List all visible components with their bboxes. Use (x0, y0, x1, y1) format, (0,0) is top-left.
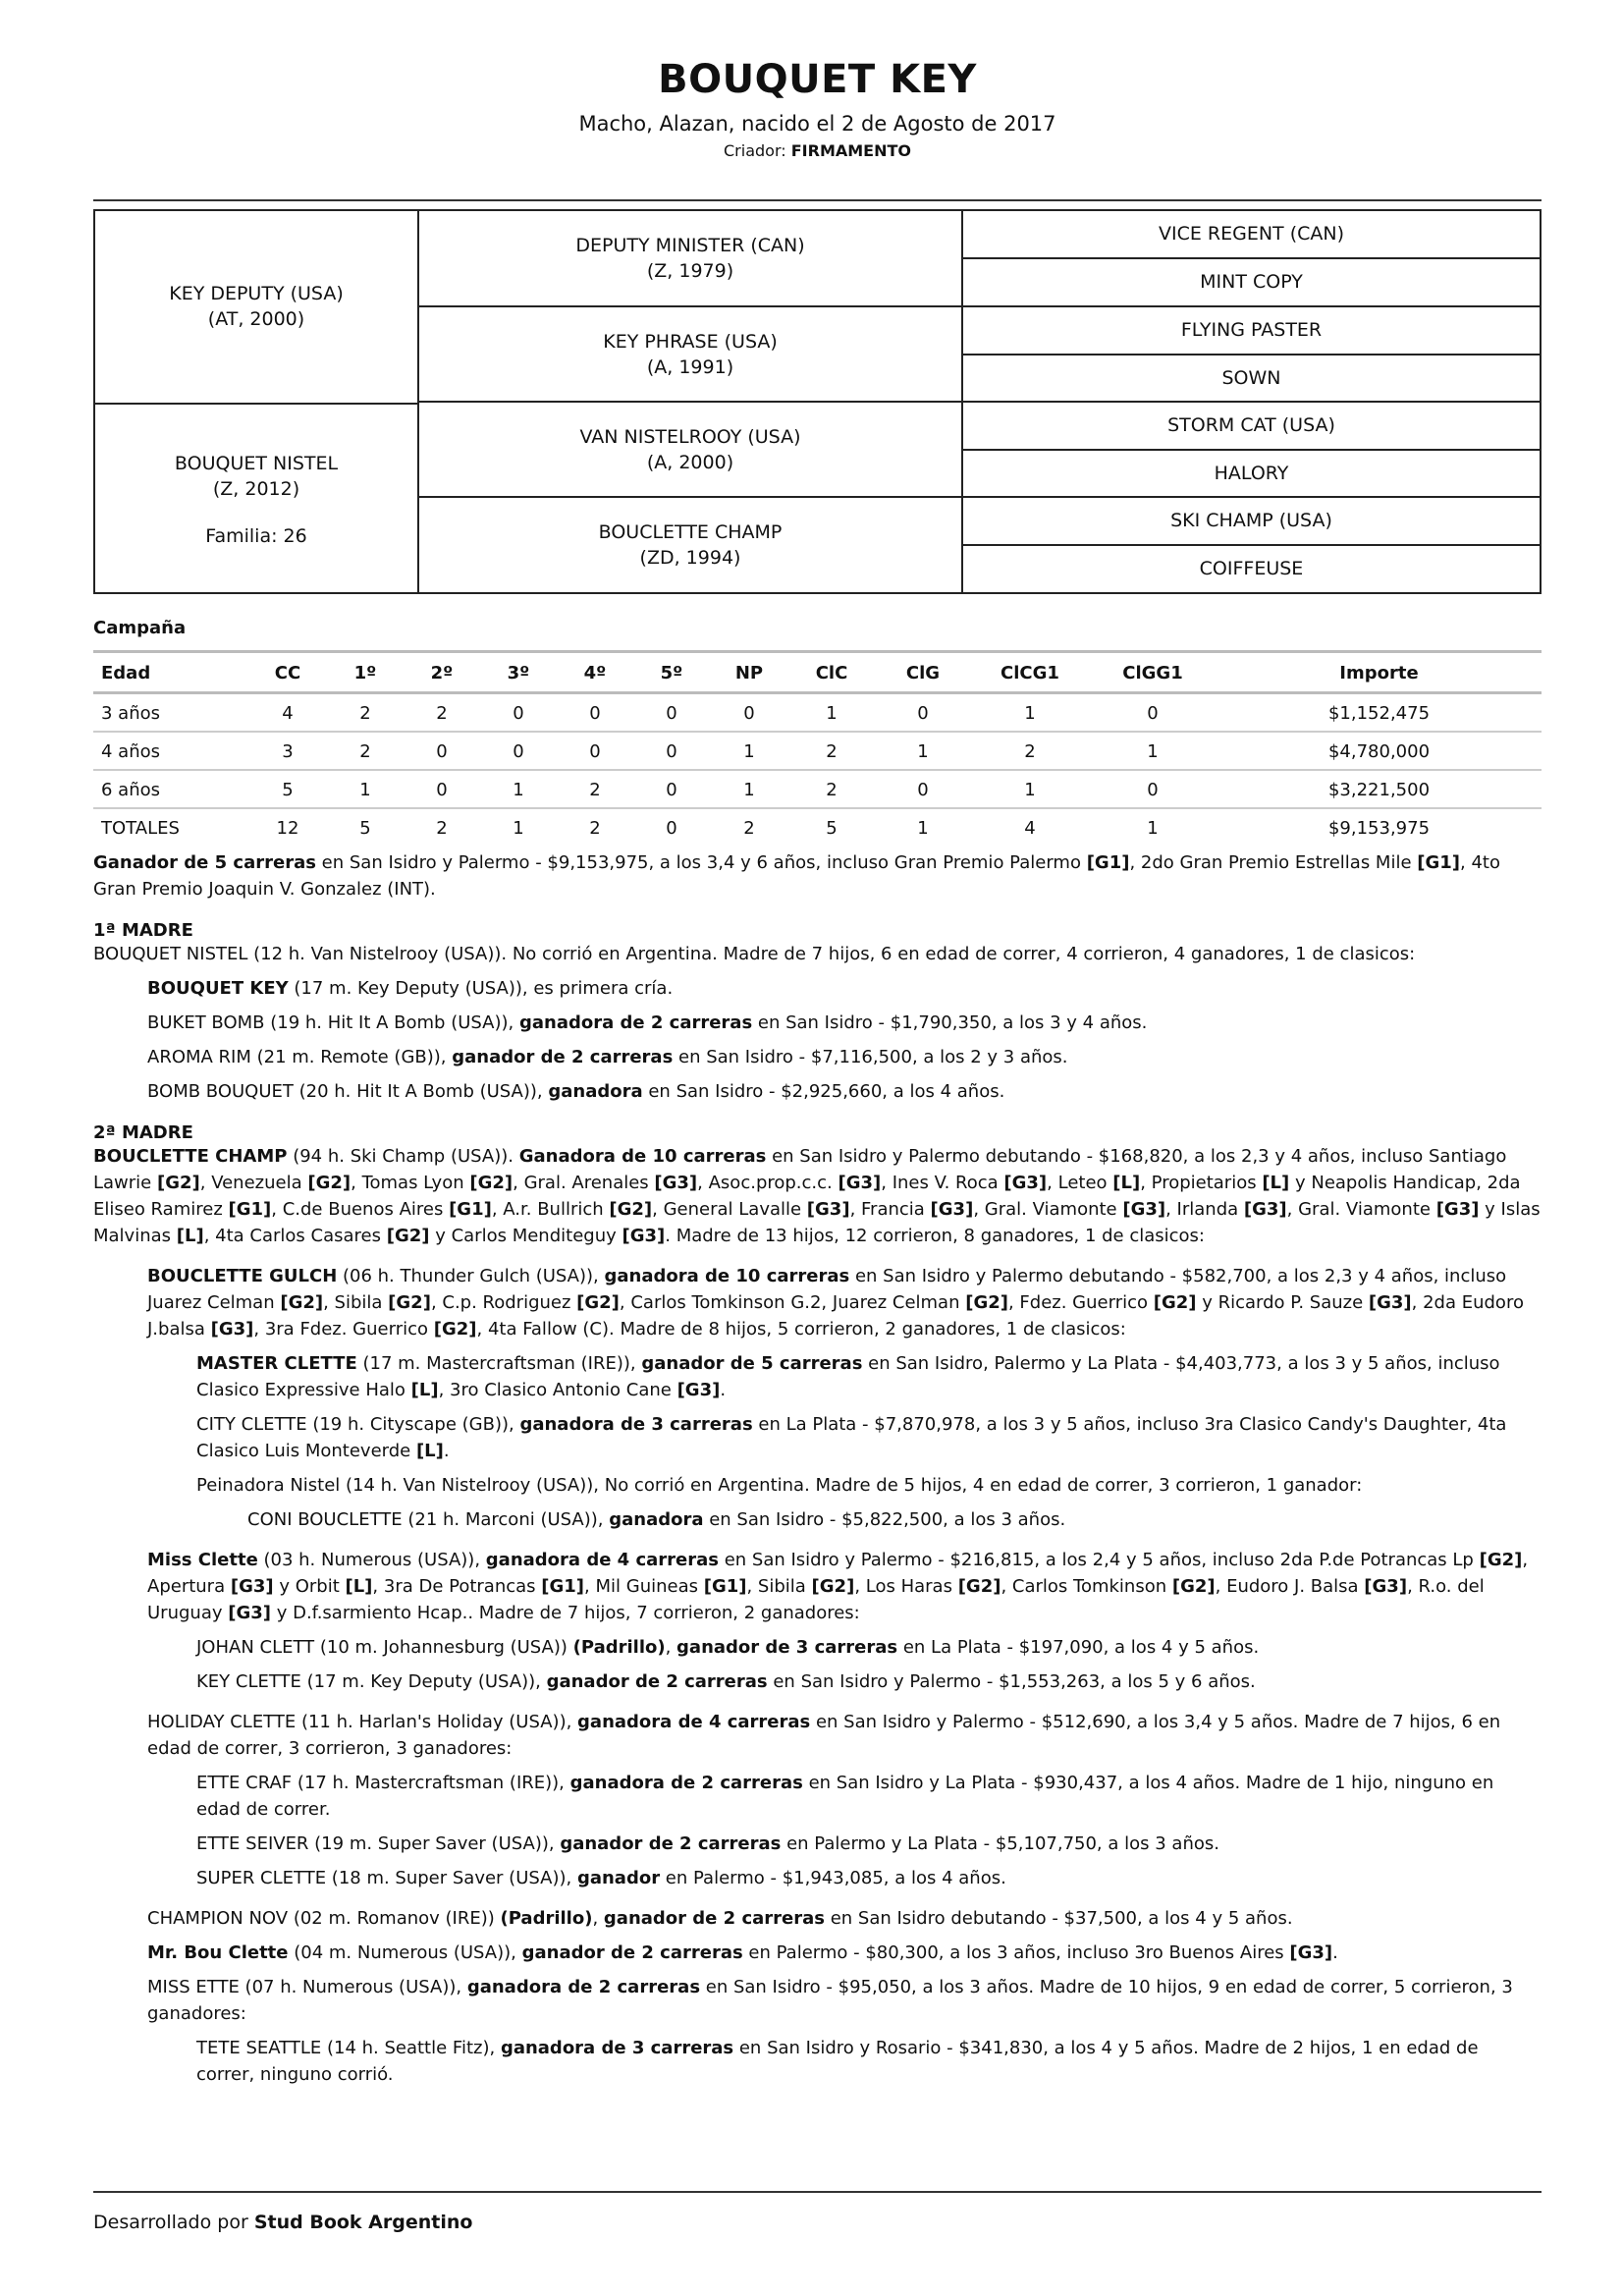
produce-entry (196, 1350, 1542, 1403)
grade-tag: [G3] (654, 1173, 698, 1193)
produce-text: , Fdez. Guerrico (1007, 1292, 1154, 1313)
produce-text: , A.r. Bullrich (491, 1199, 610, 1220)
table-cell: 0 (666, 818, 677, 839)
grade-tag: [G3] (1435, 1199, 1480, 1220)
grade-tag: [G3] (230, 1576, 274, 1597)
produce-name: Mr. Bou Clette (147, 1942, 289, 1963)
pedigree-great-grandparents-column (963, 211, 1540, 592)
footer-brand[interactable]: Stud Book Argentino (253, 2212, 473, 2233)
produce-entry (147, 1263, 1542, 1342)
grade-tag: [G3] (622, 1226, 666, 1246)
table-cell: 0 (1089, 693, 1217, 733)
table-cell: 1 (710, 732, 788, 770)
produce-entry (147, 1044, 1542, 1070)
gen2-name: KEY PHRASE (USA) (603, 330, 778, 353)
produce-text: , Mil Guineas (584, 1576, 704, 1597)
pedigree-gen2-cell (419, 211, 961, 304)
produce-text: , General Lavalle (652, 1199, 807, 1220)
grade-tag: [G3] (1289, 1942, 1333, 1963)
produce-wins: ganador de 2 carreras (603, 1908, 825, 1929)
column-header: ClG (875, 652, 971, 693)
table-cell: 1 (327, 770, 404, 808)
grade-tag: [G2] (811, 1576, 855, 1597)
table-cell: 1 (480, 770, 557, 808)
produce-text: en San Isidro y Palermo - $1,553,263, a los 5 y 6 años. (767, 1671, 1256, 1692)
stallion-tag: (Padrillo) (500, 1908, 593, 1929)
dam-name: BOUQUET NISTEL (174, 452, 339, 474)
column-header: Edad (93, 652, 248, 693)
produce-text: , R.o. del Uruguay (147, 1576, 1485, 1623)
table-cell: $9,153,975 (1327, 818, 1431, 839)
table-cell: 3 (248, 732, 327, 770)
gen2-info: (A, 2000) (646, 451, 734, 473)
grade-tag: [G2] (469, 1173, 514, 1193)
pedigree-sire (95, 211, 417, 401)
produce-name: Miss Clette (147, 1550, 258, 1570)
produce-entry: Peinadora Nistel (14 h. Van Nistelrooy (USA)), No corrió en Argentina. Madre de 5 hijos, 4 en edad de correr, 3 corrieron, 1 ganador: (196, 1475, 1363, 1496)
table-cell: 0 (1089, 770, 1217, 808)
footer-rule (93, 2191, 1542, 2193)
campaign-title: Campaña (93, 618, 187, 638)
gen3-name: COIFFEUSE (1199, 558, 1304, 579)
produce-name: MISS ETTE (07 h. Numerous (USA)), (147, 1977, 467, 1997)
first-dam-intro: BOUQUET NISTEL (12 h. Van Nistelrooy (USA)). No corrió en Argentina. Madre de 7 hijos, 6 en edad de correr, 4 corrieron, 4 ganadores, 1 de clasicos: (93, 944, 1416, 964)
produce-text: , Leteo (1047, 1173, 1113, 1193)
table-cell: 1 (971, 693, 1089, 733)
pedigree-dam (95, 403, 417, 594)
summary-text: , 4to Gran Premio Joaquin V. Gonzalez (INT). (93, 852, 1500, 900)
grade-tag: [G3] (1003, 1173, 1048, 1193)
second-dam-entry (93, 1143, 1542, 1249)
column-header: CC (248, 652, 327, 693)
gen2-name: DEPUTY MINISTER (CAN) (575, 234, 805, 256)
column-header: ClGG1 (1089, 652, 1217, 693)
produce-wins: ganadora de 2 carreras (466, 1977, 701, 1997)
produce-wins: ganadora de 3 carreras (500, 2038, 734, 2058)
campaign-table (93, 650, 1542, 846)
produce-text: en San Isidro - $95,050, a los 3 años. Madre de 10 hijos, 9 en edad de correr, 5 corrieron, 3 ganadores: (147, 1977, 1513, 2024)
produce-name: CHAMPION NOV (02 m. Romanov (IRE)) (147, 1908, 501, 1929)
gen2-info: (A, 1991) (646, 355, 734, 378)
grade-tag: [G2] (1171, 1576, 1216, 1597)
grade-tag: [G1] (1417, 852, 1461, 873)
gen3-name: FLYING PASTER (1180, 319, 1323, 341)
table-cell: 5 (359, 818, 371, 839)
gen2-info: (ZD, 1994) (639, 546, 741, 569)
produce-text: , Propietarios (1140, 1173, 1263, 1193)
table-cell: 1 (788, 693, 875, 733)
column-header: 4º (557, 652, 633, 693)
grade-tag: [G1] (228, 1199, 272, 1220)
grade-tag: [G3] (676, 1380, 721, 1400)
produce-text: en San Isidro y Rosario - $341,830, a los 4 y 5 años. Madre de 2 hijos, 1 en edad de correr, ninguno corrió. (196, 2038, 1479, 2085)
totals-row (93, 808, 1542, 846)
column-header: Importe (1217, 652, 1542, 693)
produce-wins: ganadora de 2 carreras (518, 1012, 753, 1033)
produce-text: y Orbit (273, 1576, 346, 1597)
produce-name: AROMA RIM (21 m. Remote (GB)), (147, 1047, 453, 1067)
grade-tag: [L] (1262, 1173, 1290, 1193)
produce-wins: ganador de 3 carreras (676, 1637, 898, 1658)
produce-name: HOLIDAY CLETTE (11 h. Harlan's Holiday (USA)), (147, 1712, 578, 1732)
table-cell: 1 (875, 732, 971, 770)
produce-entry (147, 1905, 1542, 1932)
column-header: 3º (480, 652, 557, 693)
grade-tag: [G2] (1153, 1292, 1197, 1313)
grade-tag: [G1] (449, 1199, 492, 1220)
produce-entry (147, 975, 1542, 1002)
produce-text: , 3ra De Potrancas (372, 1576, 542, 1597)
gen3-name: VICE REGENT (CAN) (1158, 223, 1344, 245)
produce-entry (147, 1547, 1542, 1626)
table-cell: 5 (826, 818, 838, 839)
table-cell: 0 (557, 693, 633, 733)
gen2-info: (Z, 1979) (646, 259, 734, 282)
pedigree-parents-column (95, 211, 419, 592)
produce-name: ETTE CRAF (17 h. Mastercraftsman (IRE)), (196, 1773, 570, 1793)
produce-text: , Asoc.prop.c.c. (697, 1173, 839, 1193)
table-cell: 0 (633, 770, 710, 808)
gen3-name: STORM CAT (USA) (1167, 414, 1335, 436)
table-cell: 2 (589, 818, 601, 839)
produce-text: y D.f.sarmiento Hcap.. Madre de 7 hijos, 7 corrieron, 2 ganadores: (271, 1603, 860, 1623)
produce-text: (94 h. Ski Champ (USA)). (287, 1146, 519, 1167)
produce-wins: ganadora (548, 1081, 643, 1102)
produce-entry (147, 1709, 1542, 1762)
produce-entry (196, 2035, 1542, 2088)
header-rule (93, 199, 1542, 201)
pedigree-gen2-cell (419, 307, 961, 401)
horse-name: BOUQUET KEY (658, 57, 977, 102)
table-cell: 0 (710, 693, 788, 733)
produce-text: , Carlos Tomkinson (1001, 1576, 1172, 1597)
produce-text: en San Isidro y La Plata - $930,437, a los 4 años. Madre de 1 hijo, ninguno en edad de correr. (196, 1773, 1494, 1820)
table-cell: 0 (633, 693, 710, 733)
table-row (93, 693, 1542, 733)
produce-text: y Ricardo P. Sauze (1196, 1292, 1369, 1313)
produce-text: , 3ro Clasico Antonio Cane (438, 1380, 677, 1400)
gen3-name: SOWN (1221, 367, 1281, 389)
produce-text: en San Isidro, Palermo y La Plata - $4,403,773, a los 3 y 5 años, incluso Clasico Expressive Halo (196, 1353, 1500, 1400)
produce-text: , 4ta Fallow (C). Madre de 8 hijos, 5 corrieron, 2 ganadores, 1 de clasicos: (476, 1319, 1126, 1339)
produce-name: KEY CLETTE (17 m. Key Deputy (USA)), (196, 1671, 547, 1692)
campaign-header-row (93, 652, 1542, 693)
produce-wins: ganadora (609, 1509, 704, 1530)
gen2-name: VAN NISTELROOY (USA) (579, 425, 801, 448)
table-cell: 2 (743, 818, 755, 839)
produce-text: en San Isidro - $1,790,350, a los 3 y 4 años. (752, 1012, 1148, 1033)
produce-text: . (1332, 1942, 1338, 1963)
table-cell: 2 (557, 770, 633, 808)
grade-tag: [L] (1112, 1173, 1141, 1193)
produce-text: en San Isidro y Palermo debutando - $582,700, a los 2,3 y 4 años, incluso Juarez Celman (147, 1266, 1507, 1313)
gen2-name: BOUCLETTE CHAMP (598, 520, 783, 543)
grade-tag: [G2] (156, 1173, 200, 1193)
produce-name: ETTE SEIVER (19 m. Super Saver (USA)), (196, 1833, 561, 1854)
produce-text: (03 h. Numerous (USA)), (257, 1550, 486, 1570)
grade-tag: [G3] (228, 1603, 271, 1623)
produce-name: BOUCLETTE CHAMP (93, 1146, 288, 1167)
pedigree-table (93, 209, 1542, 594)
produce-text: , Irlanda (1165, 1199, 1244, 1220)
table-cell: 1 (1089, 732, 1217, 770)
table-cell: 2 (788, 770, 875, 808)
produce-name: BUKET BOMB (19 h. Hit It A Bomb (USA)), (147, 1012, 519, 1033)
table-cell: 3 años (93, 693, 248, 733)
gen3-name: MINT COPY (1200, 271, 1303, 293)
produce-name: SUPER CLETTE (18 m. Super Saver (USA)), (196, 1868, 577, 1888)
produce-name: CONI BOUCLETTE (21 h. Marconi (USA)), (247, 1509, 610, 1530)
grade-tag: [G2] (386, 1226, 430, 1246)
produce-wins: ganadora de 4 carreras (577, 1712, 811, 1732)
gen3-name: SKI CHAMP (USA) (1170, 510, 1332, 531)
produce-entry (196, 1831, 1542, 1857)
table-cell: 1 (513, 818, 524, 839)
grade-tag: [G2] (307, 1173, 352, 1193)
grade-tag: [G1] (541, 1576, 585, 1597)
produce-text: en Palermo - $1,943,085, a los 4 años. (660, 1868, 1006, 1888)
grade-tag: [G2] (965, 1292, 1008, 1313)
grade-tag: [G3] (1243, 1199, 1287, 1220)
produce-text: y Carlos Menditeguy (429, 1226, 622, 1246)
produce-wins: ganador de 2 carreras (521, 1942, 743, 1963)
produce-text: . (720, 1380, 727, 1400)
produce-text: en Palermo y La Plata - $5,107,750, a los 3 años. (781, 1833, 1219, 1854)
produce-entry (147, 1940, 1542, 1966)
table-cell: $4,780,000 (1217, 732, 1542, 770)
produce-wins: ganador de 5 carreras (641, 1353, 863, 1374)
produce-text: , Los Haras (854, 1576, 958, 1597)
table-cell: $1,152,475 (1217, 693, 1542, 733)
produce-wins: ganadora de 4 carreras (485, 1550, 719, 1570)
produce-text: en San Isidro - $2,925,660, a los 4 años. (642, 1081, 1005, 1102)
produce-text: , Sibila (323, 1292, 389, 1313)
produce-text: , Gral. Viamonte (1286, 1199, 1436, 1220)
grade-tag: [G2] (957, 1576, 1001, 1597)
produce-wins: ganadora de 2 carreras (569, 1773, 803, 1793)
grade-tag: [G3] (838, 1173, 882, 1193)
grade-tag: [L] (176, 1226, 204, 1246)
column-header: ClCG1 (971, 652, 1089, 693)
produce-entry (147, 1078, 1542, 1105)
produce-text: , C.de Buenos Aires (271, 1199, 450, 1220)
table-cell: 0 (557, 732, 633, 770)
produce-text: . Madre de 13 hijos, 12 corrieron, 8 ganadores, 1 de clasicos: (665, 1226, 1205, 1246)
produce-text: en La Plata - $197,090, a los 4 y 5 años. (897, 1637, 1260, 1658)
table-cell: 0 (480, 732, 557, 770)
produce-text: (06 h. Thunder Gulch (USA)), (337, 1266, 605, 1286)
produce-text: (04 m. Numerous (USA)), (288, 1942, 522, 1963)
produce-text: , (592, 1908, 604, 1929)
grade-tag: [G2] (388, 1292, 431, 1313)
summary-text: en San Isidro y Palermo - $9,153,975, a los 3,4 y 6 años, incluso Gran Premio Palermo (315, 852, 1087, 873)
table-cell: 1 (971, 770, 1089, 808)
campaign-summary (93, 849, 1542, 902)
gen3-name: HALORY (1214, 463, 1289, 484)
table-cell: 4 (248, 693, 327, 733)
produce-entry (196, 1668, 1542, 1695)
produce-text: , Francia (849, 1199, 931, 1220)
table-cell: 4 (1024, 818, 1036, 839)
produce-name: BOUQUET KEY (147, 978, 289, 999)
produce-entry (196, 1634, 1542, 1661)
second-dam-heading: 2ª MADRE (93, 1122, 193, 1143)
produce-text: , 2da Eudoro J.balsa (147, 1292, 1524, 1339)
produce-name: BOUCLETTE GULCH (147, 1266, 338, 1286)
grade-tag: [L] (410, 1380, 439, 1400)
table-cell: 2 (436, 818, 448, 839)
produce-text: en San Isidro debutando - $37,500, a los 4 y 5 años. (824, 1908, 1293, 1929)
breeder-line (93, 141, 1542, 160)
produce-entry (147, 1974, 1542, 2027)
horse-description: Macho, Alazan, nacido el 2 de Agosto de 2017 (578, 112, 1056, 136)
table-cell: 5 (248, 770, 327, 808)
table-row (93, 732, 1542, 770)
produce-entry (147, 1010, 1542, 1036)
produce-text: en Palermo - $80,300, a los 3 años, incluso 3ro Buenos Aires (742, 1942, 1290, 1963)
grade-tag: [G1] (1086, 852, 1130, 873)
document-page (93, 0, 1542, 2088)
grade-tag: [G3] (1122, 1199, 1166, 1220)
table-cell: 2 (327, 693, 404, 733)
produce-wins: ganadora de 3 carreras (519, 1414, 753, 1435)
grade-tag: [G2] (576, 1292, 620, 1313)
breeder-label: Criador: (724, 141, 786, 160)
grade-tag: [G3] (1364, 1576, 1408, 1597)
produce-text: en San Isidro - $5,822,500, a los 3 años. (703, 1509, 1066, 1530)
produce-text: , Sibila (746, 1576, 812, 1597)
dam-info: (Z, 2012) (212, 477, 300, 500)
produce-wins: Ganadora de 10 carreras (518, 1146, 767, 1167)
produce-text: (17 m. Key Deputy (USA)), es primera cría. (288, 978, 674, 999)
table-cell: 2 (404, 693, 480, 733)
pedigree-gen2-cell (419, 498, 961, 591)
produce-text: y Islas Malvinas (93, 1199, 1541, 1246)
produce-text: , Carlos Tomkinson G.2, Juarez Celman (619, 1292, 966, 1313)
table-cell: 2 (971, 732, 1089, 770)
table-cell: 1 (1147, 818, 1159, 839)
produce-name: CITY CLETTE (19 h. Cityscape (GB)), (196, 1414, 520, 1435)
produce-text: , Tomas Lyon (351, 1173, 470, 1193)
column-header: 5º (633, 652, 710, 693)
table-cell: $3,221,500 (1217, 770, 1542, 808)
grade-tag: [G2] (280, 1292, 324, 1313)
table-cell: 0 (404, 770, 480, 808)
produce-text: en San Isidro y Palermo - $216,815, a los 2,4 y 5 años, incluso 2da P.de Potrancas Lp (718, 1550, 1480, 1570)
table-cell: 0 (875, 770, 971, 808)
footer-prefix: Desarrollado por (93, 2212, 254, 2233)
produce-entry (196, 1865, 1542, 1891)
produce-wins: ganador (576, 1868, 661, 1888)
produce-text: , Gral. Arenales (513, 1173, 655, 1193)
table-cell: 0 (480, 693, 557, 733)
grade-tag: [G2] (1479, 1550, 1523, 1570)
produce-text: , Eudoro J. Balsa (1215, 1576, 1365, 1597)
produce-wins: ganadora de 10 carreras (604, 1266, 850, 1286)
grade-tag: [G1] (703, 1576, 747, 1597)
breeder-name: FIRMAMENTO (790, 141, 911, 160)
grade-tag: [G3] (930, 1199, 974, 1220)
produce-entry (196, 1770, 1542, 1823)
grade-tag: [L] (345, 1576, 373, 1597)
grade-tag: [G3] (210, 1319, 254, 1339)
grade-tag: [G3] (1368, 1292, 1412, 1313)
grade-tag: [G3] (806, 1199, 850, 1220)
grade-tag: [G2] (433, 1319, 477, 1339)
produce-text: (17 m. Mastercraftsman (IRE)), (356, 1353, 642, 1374)
first-dam-heading: 1ª MADRE (93, 920, 193, 941)
produce-name: TETE SEATTLE (14 h. Seattle Fitz), (196, 2038, 501, 2058)
produce-text: en La Plata - $7,870,978, a los 3 y 5 años, incluso 3ra Clasico Candy's Daughter, 4ta Clasico Luis Monteverde (196, 1414, 1507, 1461)
produce-wins: ganador de 2 carreras (560, 1833, 782, 1854)
produce-text: y Neapolis Handicap, 2da Eliseo Ramirez (93, 1173, 1521, 1220)
dam-family: Familia: 26 (205, 524, 307, 547)
column-header: 1º (327, 652, 404, 693)
produce-wins: ganador de 2 carreras (546, 1671, 768, 1692)
produce-text: en San Isidro y Palermo - $512,690, a los 3,4 y 5 años. Madre de 7 hijos, 6 en edad de correr, 3 corrieron, 3 ganadores: (147, 1712, 1501, 1759)
produce-text: , (665, 1637, 677, 1658)
pedigree-grandparents-column (419, 211, 963, 592)
summary-text: , 2do Gran Premio Estrellas Mile (1129, 852, 1418, 873)
produce-text: . (443, 1441, 450, 1461)
produce-wins: ganador de 2 carreras (452, 1047, 674, 1067)
produce-entry (196, 1411, 1542, 1464)
table-cell: TOTALES (101, 818, 180, 839)
table-cell: 6 años (93, 770, 248, 808)
produce-text: , Venezuela (199, 1173, 308, 1193)
produce-name: MASTER CLETTE (196, 1353, 357, 1374)
table-cell: 2 (788, 732, 875, 770)
produce-text: , Apertura (147, 1550, 1529, 1597)
produce-text: , 3ra Fdez. Guerrico (253, 1319, 434, 1339)
grade-tag: [L] (415, 1441, 444, 1461)
column-header: NP (710, 652, 788, 693)
table-cell: 0 (875, 693, 971, 733)
produce-name: JOHAN CLETT (10 m. Johannesburg (USA)) (196, 1637, 573, 1658)
column-header: ClC (788, 652, 875, 693)
produce-text: en San Isidro - $7,116,500, a los 2 y 3 años. (673, 1047, 1068, 1067)
table-cell: 2 (327, 732, 404, 770)
produce-name: BOMB BOUQUET (20 h. Hit It A Bomb (USA)), (147, 1081, 549, 1102)
produce-text: , Ines V. Roca (881, 1173, 1004, 1193)
table-cell: 4 años (93, 732, 248, 770)
grade-tag: [G2] (609, 1199, 653, 1220)
table-row (93, 770, 1542, 808)
column-header: 2º (404, 652, 480, 693)
pedigree-gen2-cell (419, 403, 961, 496)
produce-entry (247, 1506, 1542, 1533)
sire-info: (AT, 2000) (207, 307, 305, 330)
table-cell: 1 (710, 770, 788, 808)
stallion-tag: (Padrillo) (572, 1637, 666, 1658)
table-cell: 1 (917, 818, 929, 839)
produce-text: en San Isidro y Palermo debutando - $168,820, a los 2,3 y 4 años, incluso Santiago Lawrie (93, 1146, 1507, 1193)
footer (93, 2212, 472, 2233)
produce-text: , 4ta Carlos Casares (203, 1226, 387, 1246)
sire-name: KEY DEPUTY (USA) (169, 282, 344, 304)
produce-text: , Gral. Viamonte (973, 1199, 1123, 1220)
produce-text: , C.p. Rodriguez (430, 1292, 577, 1313)
table-cell: 12 (276, 818, 299, 839)
table-cell: 0 (633, 732, 710, 770)
table-cell: 0 (404, 732, 480, 770)
summary-bold: Ganador de 5 carreras (93, 852, 316, 873)
